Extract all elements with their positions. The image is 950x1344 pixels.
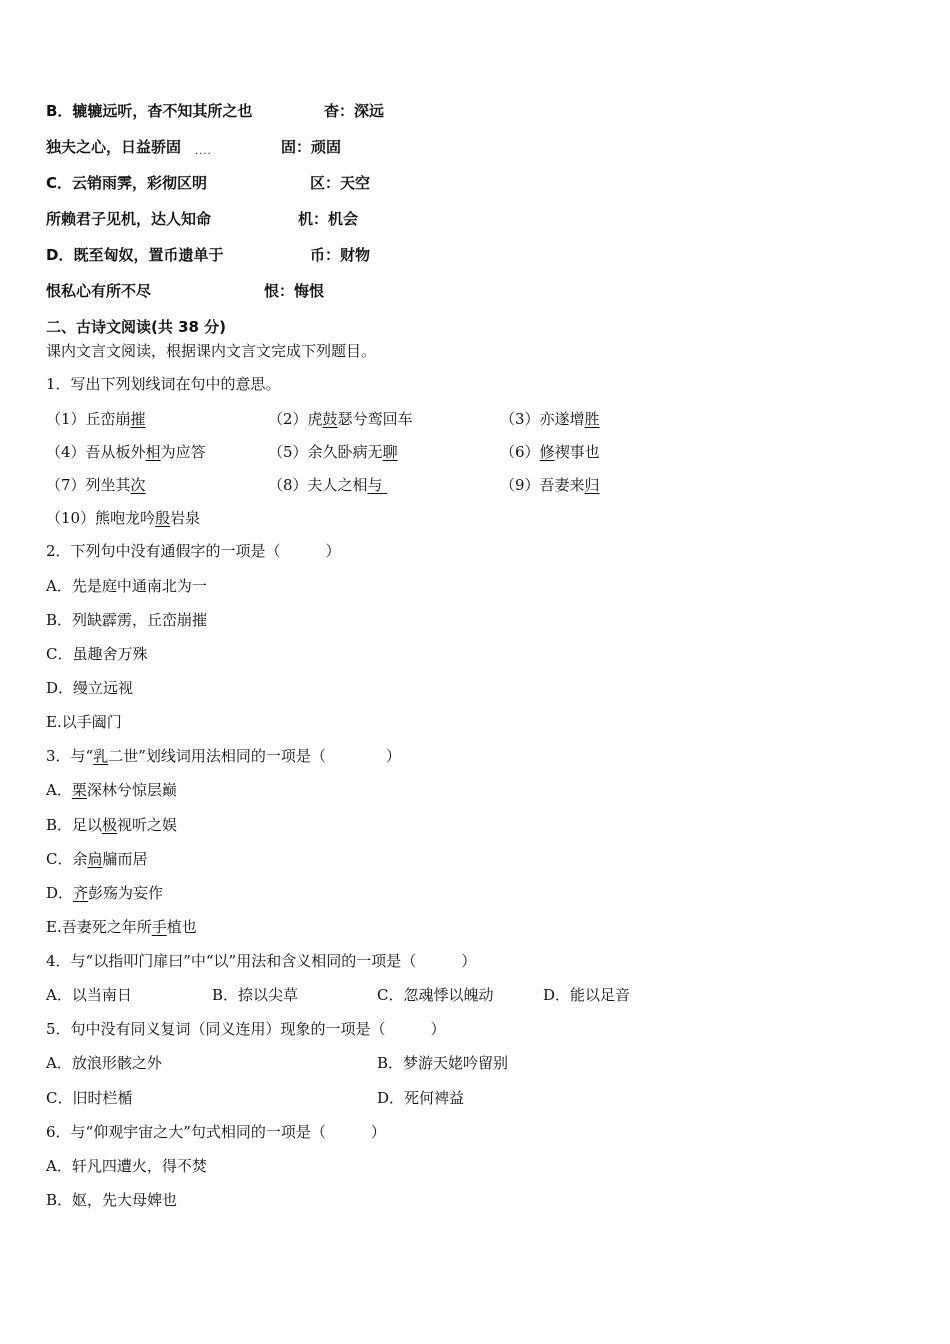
q3-stem: 3．与“乳二世”划线词用法相同的一项是（ ）	[46, 747, 401, 765]
q5-option-d: D．死何裨益	[377, 1089, 465, 1107]
q3-option-b: B．足以极视听之娱	[46, 816, 178, 834]
q1-item: （10）熊咆龙吟殷岩泉	[46, 509, 201, 527]
prev-option-gloss: 机：机会	[298, 210, 359, 228]
q2-option-b: B．列缺霹雳，丘峦崩摧	[46, 611, 208, 629]
prev-option-gloss: 区：天空	[310, 174, 371, 192]
q1-item: （9）吾妻来归	[500, 476, 600, 494]
q6-option-b: B．妪，先大母婢也	[46, 1191, 178, 1209]
q1-item: （8）夫人之相与	[268, 476, 383, 494]
q4-stem: 4．与“以指叩门扉曰”中“以”用法和含义相同的一项是（ ）	[46, 952, 477, 970]
q4-option-d: D．能以足音	[543, 986, 631, 1004]
prev-option-line: 所赖君子见机，达人知命	[46, 210, 212, 228]
q3-option-a: A．栗深林兮惊层巅	[46, 781, 177, 799]
prev-option-line: B．辘辘远听，杳不知其所之也	[46, 102, 253, 120]
q2-option-d: D．缦立远视	[46, 679, 134, 697]
emphasis-dots: ....	[195, 146, 212, 157]
q2-stem: 2．下列句中没有通假字的一项是（ ）	[46, 542, 341, 560]
prev-option-gloss: 固：顽固	[281, 138, 342, 156]
q5-option-c: C．旧时栏楯	[46, 1089, 133, 1107]
section-intro: 课内文言文阅读，根据课内文言文完成下列题目。	[46, 342, 377, 360]
prev-option-gloss: 恨：悔恨	[264, 282, 325, 300]
q1-item: （1）丘峦崩摧	[46, 410, 146, 428]
q4-option-b: B．捺以尖草	[212, 986, 299, 1004]
section-title: 二、古诗文阅读(共 38 分)	[46, 318, 227, 336]
prev-option-gloss: 杳：深远	[324, 102, 385, 120]
q2-option-c: C．虽趣舍万殊	[46, 645, 148, 663]
q1-item: （3）亦遂增胜	[500, 410, 600, 428]
prev-option-line: 独夫之心，日益骄固	[46, 138, 182, 156]
prev-option-line: C．云销雨霁，彩彻区明	[46, 174, 208, 192]
prev-option-gloss: 币：财物	[310, 246, 371, 264]
q1-item: （5）余久卧病无聊	[268, 443, 398, 461]
q6-option-a: A．轩凡四遭火，得不焚	[46, 1157, 207, 1175]
q4-option-a: A．以当南日	[46, 986, 132, 1004]
q1-item: （7）列坐其次	[46, 476, 146, 494]
q2-option-a: A．先是庭中通南北为一	[46, 577, 207, 595]
q5-stem: 5．句中没有同义复词（同义连用）现象的一项是（ ）	[46, 1020, 446, 1038]
q1-stem: 1．写出下列划线词在句中的意思。	[46, 375, 281, 393]
q1-item: （2）虎鼓瑟兮鸾回车	[268, 410, 413, 428]
q3-option-c: C．余扃牖而居	[46, 850, 148, 868]
q3-option-d: D．齐彭殇为妄作	[46, 884, 164, 902]
q5-option-b: B．梦游天姥吟留别	[377, 1054, 509, 1072]
q1-item: （6）修禊事也	[500, 443, 600, 461]
q6-stem: 6．与“仰观宇宙之大”句式相同的一项是（ ）	[46, 1123, 386, 1141]
q2-option-e: E.以手阖门	[46, 713, 122, 731]
prev-option-line: 恨私心有所不尽	[46, 282, 152, 300]
q3-option-e: E.吾妻死之年所手植也	[46, 918, 197, 936]
q4-option-c: C．忽魂悸以魄动	[377, 986, 494, 1004]
q5-option-a: A．放浪形骸之外	[46, 1054, 162, 1072]
prev-option-line: D．既至匈奴，置币遗单于	[46, 246, 224, 264]
q1-item: （4）吾从板外相为应答	[46, 443, 206, 461]
